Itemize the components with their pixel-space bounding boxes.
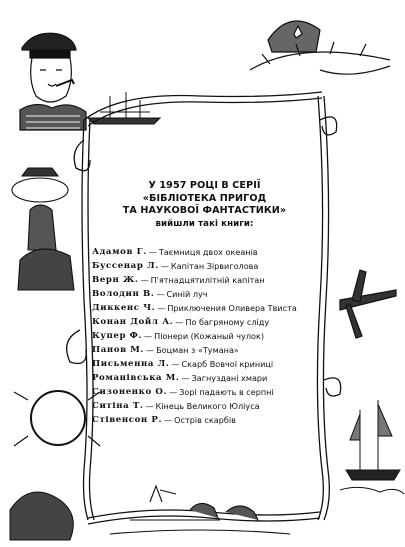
dash: — [156, 289, 165, 299]
list-item [92, 273, 317, 287]
dash: — [175, 317, 184, 327]
helmet-branch [250, 21, 390, 74]
book-author: Стівенсон Р. [92, 415, 163, 425]
book-author: Володин В. [92, 289, 155, 299]
book-author: Диккенс Ч. [92, 303, 156, 313]
list-item [92, 287, 317, 301]
book-announcement [92, 180, 317, 427]
heading [92, 180, 317, 230]
book-author: Ситіна Т. [92, 401, 144, 411]
list-item [92, 301, 317, 315]
book-author: Купер Ф. [92, 331, 143, 341]
sled-team [110, 486, 290, 534]
book-author: Адамов Г. [92, 247, 147, 257]
list-item [92, 329, 317, 343]
dash: — [171, 359, 180, 369]
book-list [92, 245, 317, 427]
book-title: П'ятнадцятилітній капітан [150, 275, 265, 285]
dash: — [145, 345, 155, 355]
dash: — [144, 331, 153, 341]
heading-line-2: «БІБЛІОТЕКА ПРИГОД [142, 192, 267, 204]
book-title: Синій луч [166, 289, 208, 299]
book-title: Острів скарбів [174, 415, 236, 425]
list-item [92, 245, 317, 259]
dash: — [169, 387, 178, 397]
list-item [92, 371, 317, 385]
cowboy-lasso [12, 168, 74, 290]
book-title: Таємниця двох океанів [158, 247, 258, 257]
dash: — [140, 275, 149, 285]
list-item [92, 343, 317, 357]
list-item [92, 357, 317, 371]
book-author: Сизоненко О. [92, 387, 168, 397]
list-item [92, 413, 317, 427]
book-title: Капітан Зірвиголова [170, 261, 259, 271]
book-author: Конан Дойл А. [92, 317, 174, 327]
book-title: Боцман з «Тумана» [156, 345, 239, 355]
list-item [92, 315, 317, 329]
book-title: По багряному сліду [185, 317, 270, 327]
book-author: Верн Ж. [92, 275, 139, 285]
rocks [10, 492, 73, 540]
dash: — [145, 401, 154, 411]
book-title: Приключения Оливера Твиста [167, 303, 297, 313]
heading-line-4: вийшли такі книги: [155, 218, 254, 229]
dash: — [157, 303, 166, 313]
book-author: Письменна Л. [92, 359, 170, 369]
book-author: Буссенар Л. [92, 261, 159, 271]
book-title: Піонери (Кожаный чулок) [154, 331, 265, 341]
sailor-portrait [20, 33, 86, 130]
frame-right [317, 96, 340, 520]
dash: — [160, 261, 169, 271]
book-author: Романівська М. [92, 373, 180, 383]
book-title: Зорі падають в серпні [179, 387, 274, 397]
book-title: Скарб Вовчої криниці [181, 359, 274, 369]
airplane [340, 270, 396, 338]
book-title: Загнуздані хмари [191, 373, 268, 383]
list-item [92, 259, 317, 273]
book-author: Панов М. [92, 345, 144, 355]
list-item [92, 385, 317, 399]
heading-line-1: У 1957 РОЦІ В СЕРІЇ [148, 180, 261, 191]
dash: — [181, 373, 190, 383]
dash: — [148, 247, 157, 257]
heading-line-3: ТА НАУКОВОЇ ФАНТАСТИКИ» [122, 205, 287, 216]
frame-left [67, 120, 94, 520]
book-title: Кінець Великого Юліуса [155, 401, 260, 411]
list-item [92, 399, 317, 413]
dash: — [164, 415, 173, 425]
sailing-ship [340, 400, 404, 494]
